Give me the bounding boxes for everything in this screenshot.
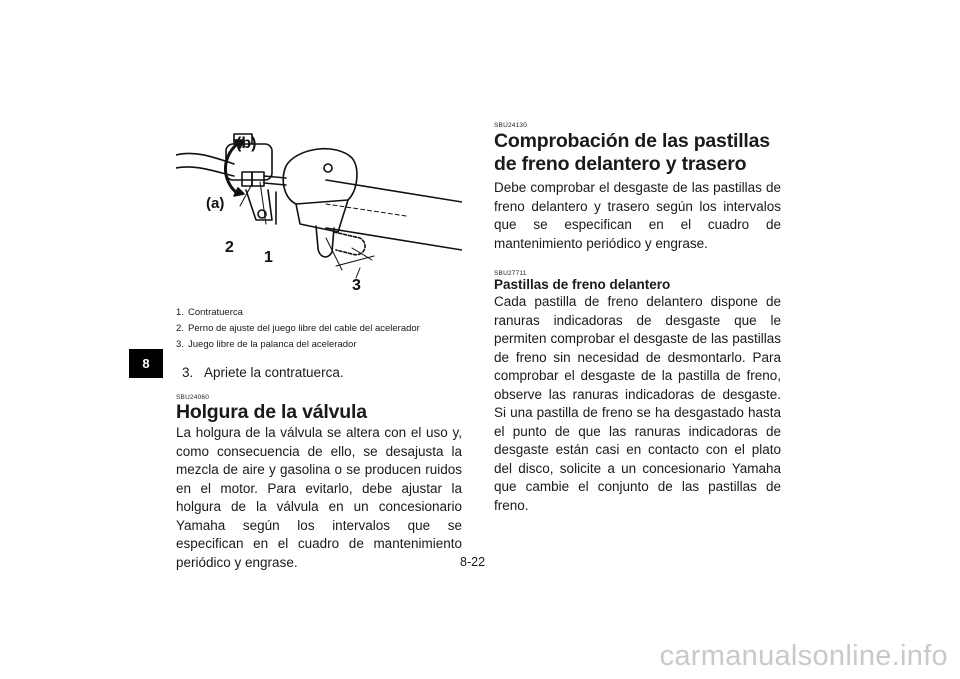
procedure-step [182, 365, 344, 380]
section-body: La holgura de la válvula se altera con el uso y, como consecuencia de ello, se desajusta la mezcla de aire y gasolina o se producen ruidos en el motor. Para evitarlo, debe ajustar la holgura de la válvula en un concesionario Yamaha según los intervalos que se especifican en el cuadro de mantenimiento periódico y engrase. [176, 425, 462, 570]
valve-clearance-section [176, 394, 462, 572]
caption-item [176, 337, 466, 353]
section-code: SBU24060 [176, 394, 210, 401]
caption-text: Perno de ajuste del juego libre del cable del acelerador [188, 323, 420, 334]
caption-item [176, 305, 466, 321]
caption-number: 1. [176, 307, 184, 318]
page-number: 8-22 [460, 555, 486, 569]
label-3: 3 [352, 277, 361, 294]
step-text: Apriete la contratuerca. [204, 365, 344, 380]
section-body: Debe comprobar el desgaste de las pastillas de freno delantero y trasero según los intervalos que se especifican en el cuadro de mantenimiento periódico y engrase. [494, 180, 781, 251]
caption-number: 2. [176, 323, 184, 334]
section-title: Comprobación de las pastillas de freno delantero y trasero [494, 130, 770, 175]
subsection-title: Pastillas de freno delantero [494, 277, 671, 292]
label-2: 2 [225, 239, 234, 256]
caption-text: Contratuerca [188, 307, 243, 318]
caption-item [176, 321, 466, 337]
throttle-adjuster-illustration [176, 120, 462, 298]
section-tab: 8 [129, 349, 163, 378]
step-number: 3. [182, 365, 194, 380]
watermark: carmanualsonline.info [659, 640, 948, 672]
brake-pads-column [494, 122, 781, 515]
section-code: SBU24130 [494, 122, 528, 129]
subsection-body: Cada pastilla de freno delantero dispone de ranuras indicadoras de desgaste que le permiten comprobar el desgaste de las pastillas de freno sin necesidad de desmontarlo. Para comprobar el desgaste de la pastilla de freno, observe las ranuras indicadoras de desgaste. Si una pastilla de freno se ha desgastado hasta el punto de que las ranuras indicadoras de desgaste están casi en contacto con el plato del disco, solicite a un concesionario Yamaha que cambie el conjunto de las pastillas de freno. [494, 294, 781, 513]
subsection-code: SBU27711 [494, 270, 527, 277]
label-1: 1 [264, 249, 273, 266]
figure-captions [176, 305, 466, 353]
section-title: Holgura de la válvula [176, 401, 367, 423]
label-b: (b) [236, 135, 257, 152]
caption-text: Juego libre de la palanca del acelerador [188, 339, 357, 350]
caption-number: 3. [176, 339, 184, 350]
label-a: (a) [206, 195, 225, 212]
